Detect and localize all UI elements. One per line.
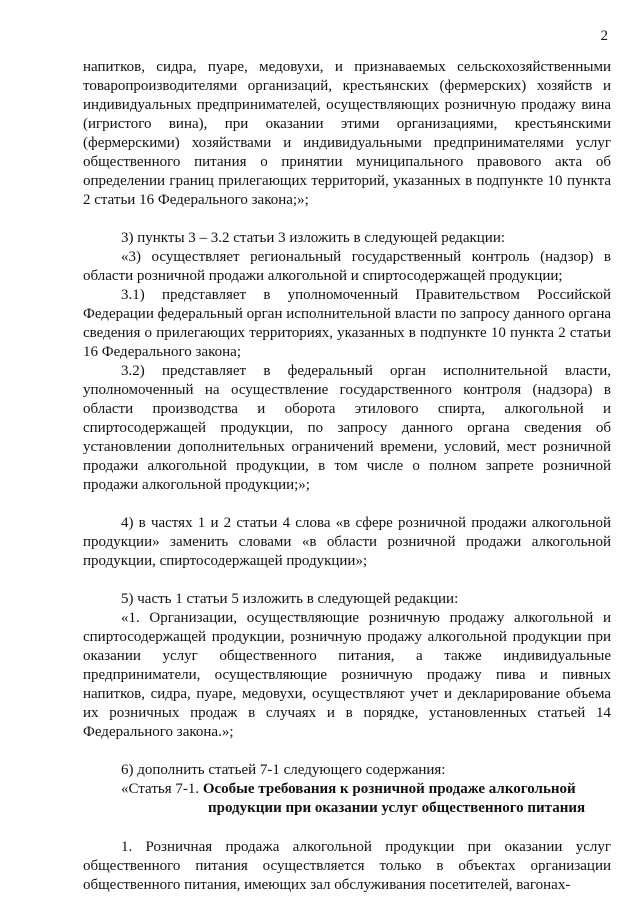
paragraph-continuation: напитков, сидра, пуаре, медовухи, и признаваемых сельскохозяйственными товаропроизводителями организаций, крестьянских (фермерских) хозяйств и индивидуальных предпринимателей, осуществляющих розничную продажу вина (игристого вина), при оказании этими организациями, крестьянскими (фермерскими) хозяйствами и индивидуальными предпринимателями услуг общественного питания о принятии муниципального правового акта об определении границ прилегающих территорий, указанных в подпункте 10 пункта 2 статьи 16 Федерального закона;»;: [83, 59, 611, 208]
paragraph-point-3: «3) осуществляет региональный государственный контроль (надзор) в области розничной продажи алкогольной и спиртосодержащей продукции;: [83, 249, 611, 284]
paragraph-item-6: 6) дополнить статьей 7-1 следующего содержания:: [121, 762, 446, 778]
paragraph-point-3-1: 3.1) представляет в уполномоченный Правительством Российской Федерации федеральный орган исполнительной власти по запросу данного органа сведения о прилегающих территориях, указанных в подпункте 10 пункта 2 статьи 16 Федерального закона;: [83, 287, 611, 360]
article-7-1-title-line2: продукции при оказании услуг общественного питания: [208, 800, 586, 816]
paragraph-item-4: 4) в частях 1 и 2 статьи 4 слова «в сфере розничной продажи алкогольной продукции» заменить словами «в области розничной продажи алкогольной продукции, спиртосодержащей продукции»;: [83, 515, 611, 569]
paragraph-article-7-1-part-1: 1. Розничная продажа алкогольной продукции при оказании услуг общественного питания осуществляется только в объектах организации общественного питания, имеющих зал обслуживания посетителей, вагонах-: [83, 839, 611, 893]
article-prefix: «Статья 7-1.: [121, 781, 203, 797]
article-7-1-title: [83, 780, 611, 799]
paragraph-part-1-article-5: «1. Организации, осуществляющие розничную продажу алкогольной и спиртосодержащей продукции, розничную продажу алкогольной продукции при оказании услуг общественного питания, а также индивидуальные предприниматели, осуществляющие розничную продажу пива и пивных напитков, сидра, пуаре, медовухи, осуществляют учет и декларирование объема их розничных продаж в случаях и в порядке, установленных статьей 14 Федерального закона.»;: [83, 610, 611, 740]
paragraph-point-3-2: 3.2) представляет в федеральный орган исполнительной власти, уполномоченный на осуществление государственного контроля (надзора) в области производства и оборота этилового спирта, алкогольной и спиртосодержащей продукции, по запросу данного органа сведения об установлении дополнительных ограничений времени, условий, мест розничной продажи алкогольной продукции, в том числе о полном запрете розничной продажи алкогольной продукции;»;: [83, 363, 611, 493]
document-body: [83, 58, 611, 895]
paragraph-item-5: 5) часть 1 статьи 5 изложить в следующей редакции:: [121, 591, 459, 607]
article-title-bold: Особые требования к розничной продаже алкогольной: [202, 781, 576, 797]
page-number: 2: [600, 28, 608, 44]
paragraph-item-3: 3) пункты 3 – 3.2 статьи 3 изложить в следующей редакции:: [121, 230, 506, 246]
